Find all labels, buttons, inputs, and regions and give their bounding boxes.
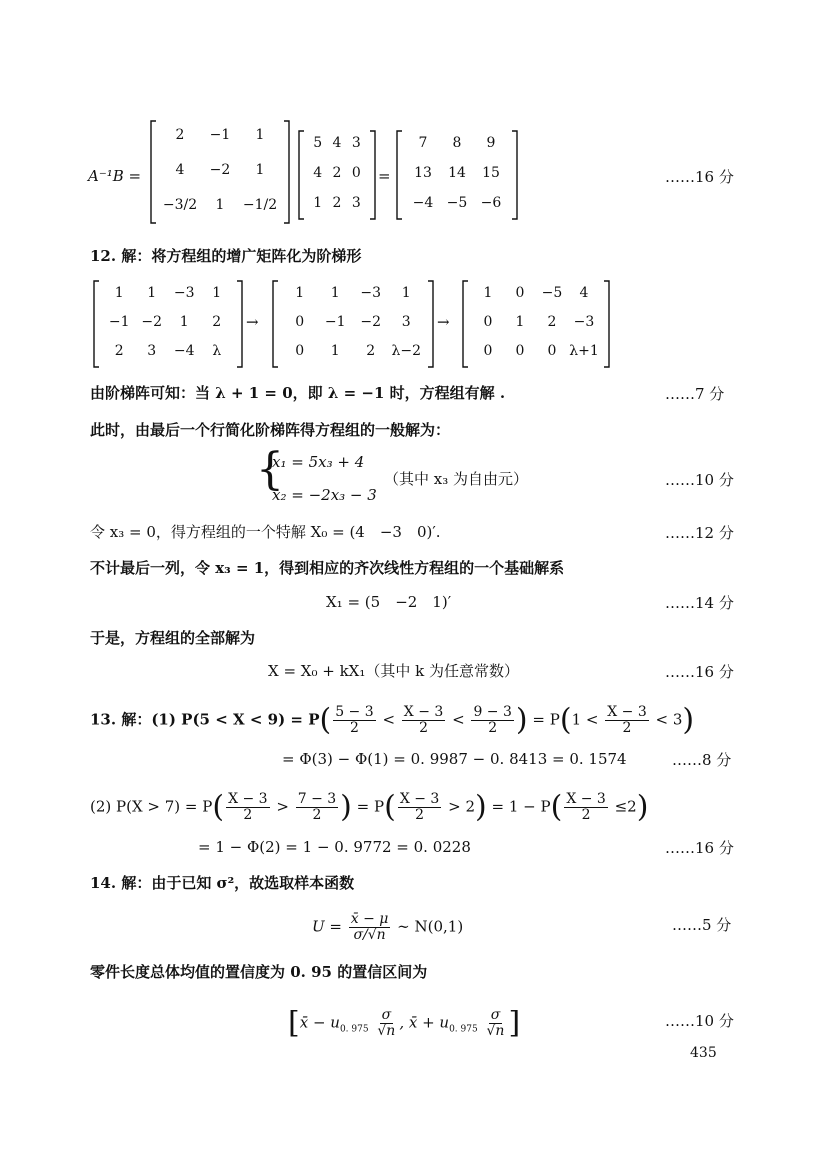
matrix-cell: 2 <box>332 165 342 181</box>
matrix-a2 <box>272 280 434 368</box>
matrix-cell: −2 <box>209 162 231 178</box>
system-eq2: x₂ = −2x₃ − 3 <box>272 486 377 504</box>
score-q14-1: ……5 分 <box>672 916 732 934</box>
matrix-cell: 9 <box>486 135 496 151</box>
matrix-cell: 4 <box>579 284 589 301</box>
matrix-cell: 0 <box>483 343 493 360</box>
q13-f1: $\frac{5 - 3}{2}$ <box>335 704 374 736</box>
q14-ci-frac2: $\frac{\sigma}{√n}$ <box>486 1007 505 1039</box>
matrix-cell: 0 <box>351 165 361 181</box>
matrix-cell: 15 <box>482 165 500 181</box>
matrix-cell: λ <box>212 343 222 360</box>
matrix-cell: −4 <box>173 343 195 360</box>
matrix-cell: 2 <box>547 314 557 330</box>
a2-left-bracket <box>273 281 278 367</box>
q13-g2: $\frac{7 - 3}{2}$ <box>297 791 337 823</box>
m3-right-bracket <box>512 131 517 219</box>
matrix-cell: −5 <box>541 284 563 301</box>
q13-f4: $\frac{X - 3}{2}$ <box>607 704 647 736</box>
q13-f2: $\frac{X - 3}{2}$ <box>403 704 444 736</box>
matrix-eq-equals: = <box>378 167 391 185</box>
q13-f3: $\frac{9 - 3}{2}$ <box>473 704 512 736</box>
m1-right-bracket <box>284 121 289 223</box>
matrix-cell: 1 <box>330 284 340 301</box>
matrix-cell: −3 <box>573 314 595 330</box>
matrix-cell: 2 <box>366 343 376 360</box>
score-q14-2: ……10 分 <box>665 1012 734 1030</box>
score-matrix: ……16 分 <box>665 168 734 186</box>
q12-line3: 令 x₃ = 0，得方程组的一个特解 X₀ = (4 −3 0)′. <box>90 523 441 541</box>
matrix-cell: −2 <box>141 314 163 330</box>
q13-line1: 13. 解：(1) P(5 < X < 9) = P( $\frac{5 - 3}{2}$ < $\frac{X - 3}{2}$ < $\frac{9 - 3}{2}$ ) = P(1 < $\frac{X - 3}{2}$ < 3) <box>90 702 695 738</box>
matrix-cell: 14 <box>448 165 466 181</box>
matrix-a3 <box>462 280 610 368</box>
matrix-cell: 1 <box>147 284 157 301</box>
matrix-eq-lhs: A⁻¹B = <box>88 167 142 185</box>
score-q12-5: ……16 分 <box>665 663 734 681</box>
matrix-cell: 0 <box>515 284 525 301</box>
q13-line4: = 1 − Φ(2) = 1 − 0. 9772 = 0. 0228 <box>198 838 471 856</box>
matrix-m2 <box>298 130 376 220</box>
a1-right-bracket <box>237 281 242 367</box>
matrix-cell: 2 <box>332 195 342 211</box>
matrix-cell: 8 <box>452 135 462 151</box>
matrix-cell: −1 <box>324 314 346 330</box>
matrix-cell: 1 <box>114 284 124 301</box>
matrix-cell: 3 <box>147 343 157 360</box>
arrow-2: → <box>437 313 450 331</box>
q14-line2: 零件长度总体均值的置信度为 0. 95 的置信区间为 <box>90 963 428 981</box>
matrix-cell: 0 <box>483 314 493 330</box>
a1-left-bracket <box>94 281 99 367</box>
m1-left-bracket <box>151 121 156 223</box>
matrix-cell: −6 <box>480 195 502 211</box>
q12-basis: X₁ = (5 −2 1)′ <box>326 593 452 611</box>
q13-g1: $\frac{X - 3}{2}$ <box>228 791 268 823</box>
matrix-cell: λ−2 <box>391 343 421 360</box>
matrix-cell: 1 <box>179 314 189 330</box>
q14-statistic: U = $\frac{x̄ - \mu}{\sigma/√n}$ ∼ N(0,1) <box>312 911 464 943</box>
matrix-cell: λ+1 <box>569 343 599 360</box>
matrix-cell: 1 <box>212 284 222 301</box>
matrix-cell: 3 <box>351 195 361 211</box>
matrix-cell: 7 <box>418 135 428 151</box>
matrix-cell: 2 <box>114 343 124 360</box>
matrix-cell: 5 <box>313 135 323 151</box>
q12-heading: 12. 解：将方程组的增广矩阵化为阶梯形 <box>90 247 362 265</box>
matrix-cell: 2 <box>212 314 222 330</box>
q12-line1: 由阶梯阵可知：当 λ + 1 = 0，即 λ = −1 时，方程组有解 . <box>90 384 506 402</box>
arrow-1: → <box>246 313 259 331</box>
matrix-cell: 1 <box>255 162 265 178</box>
q12-line4: 不计最后一列，令 x₃ = 1，得到相应的齐次线性方程组的一个基础解系 <box>90 559 565 577</box>
page-number: 435 <box>690 1045 717 1061</box>
q13-p2-prefix: (2) P(X > 7) = P <box>90 797 213 816</box>
q14-ci-frac1: $\frac{\sigma}{√n}$ <box>377 1007 396 1039</box>
matrix-cell: 0 <box>515 343 525 360</box>
matrix-cell: 0 <box>295 314 305 330</box>
matrix-cell: 13 <box>414 165 432 181</box>
q14-heading: 14. 解：由于已知 σ²，故选取样本函数 <box>90 874 355 892</box>
matrix-m3 <box>396 130 518 220</box>
matrix-cell: 4 <box>332 135 342 151</box>
q13-prefix: 13. 解：(1) P(5 < X < 9) = P <box>90 710 320 729</box>
matrix-cell: 1 <box>313 195 323 211</box>
matrix-cell: −1 <box>108 314 130 330</box>
score-q13-2: ……16 分 <box>665 839 734 857</box>
matrix-cell: 1 <box>515 314 525 330</box>
m3-left-bracket <box>397 131 402 219</box>
matrix-cell: 3 <box>351 135 361 151</box>
score-q12-4: ……14 分 <box>665 594 734 612</box>
system-brace: { <box>256 444 284 495</box>
q12-line5: 于是，方程组的全部解为 <box>90 629 256 647</box>
score-q12-1: ……7 分 <box>665 385 725 403</box>
system-note: （其中 x₃ 为自由元） <box>384 470 529 488</box>
q13-g3: $\frac{X - 3}{2}$ <box>399 791 440 823</box>
q14-ci: [x̄ − $u_{0. 975}$ $\frac{\sigma}{√n}$ , x̄ + $u_{0. 975}$ $\frac{\sigma}{√n}$ ] <box>288 1005 521 1041</box>
matrix-a1 <box>93 280 243 368</box>
matrix-cell: −1 <box>209 127 231 144</box>
matrix-cell: 1 <box>255 127 265 144</box>
matrix-cell: 0 <box>295 343 305 360</box>
q12-line2: 此时，由最后一个行简化阶梯阵得方程组的一般解为： <box>90 421 451 439</box>
matrix-cell: 2 <box>175 127 185 144</box>
matrix-cell: 4 <box>313 165 323 181</box>
q13-g4: $\frac{X - 3}{2}$ <box>566 791 606 823</box>
q13-line2: = Φ(3) − Φ(1) = 0. 9987 − 0. 8413 = 0. 1574 <box>282 750 627 768</box>
matrix-cell: 1 <box>401 284 411 301</box>
q13-line3: (2) P(X > 7) = P( $\frac{X - 3}{2}$ > $\frac{7 - 3}{2}$ ) = P( $\frac{X - 3}{2}$ > 2) = 1 − P( $\frac{X - 3}{2}$ ≤2) <box>90 789 649 825</box>
matrix-cell: −1/2 <box>242 196 278 213</box>
score-q12-3: ……12 分 <box>665 524 734 542</box>
matrix-cell: −2 <box>360 314 382 330</box>
matrix-cell: 1 <box>483 284 493 301</box>
matrix-cell: −3/2 <box>162 196 198 213</box>
matrix-cell: 1 <box>215 196 225 213</box>
q14-u-frac: $\frac{x̄ - \mu}{\sigma/√n}$ <box>350 911 389 943</box>
matrix-cell: −4 <box>412 195 434 211</box>
matrix-cell: 4 <box>175 162 185 178</box>
matrix-cell: −3 <box>360 284 382 301</box>
matrix-cell: −5 <box>446 195 468 211</box>
a3-right-bracket <box>604 281 609 367</box>
system-eq1: x₁ = 5x₃ + 4 <box>272 453 365 471</box>
a2-right-bracket <box>428 281 433 367</box>
score-q13-1: ……8 分 <box>672 751 732 769</box>
matrix-cell: 1 <box>295 284 305 301</box>
matrix-cell: 1 <box>330 343 340 360</box>
score-q12-2: ……10 分 <box>665 471 734 489</box>
q12-general: X = X₀ + kX₁（其中 k 为任意常数） <box>268 662 519 680</box>
matrix-m1 <box>150 120 290 224</box>
matrix-cell: 3 <box>401 314 411 330</box>
matrix-cell: 0 <box>547 343 557 360</box>
matrix-cell: −3 <box>173 284 195 301</box>
